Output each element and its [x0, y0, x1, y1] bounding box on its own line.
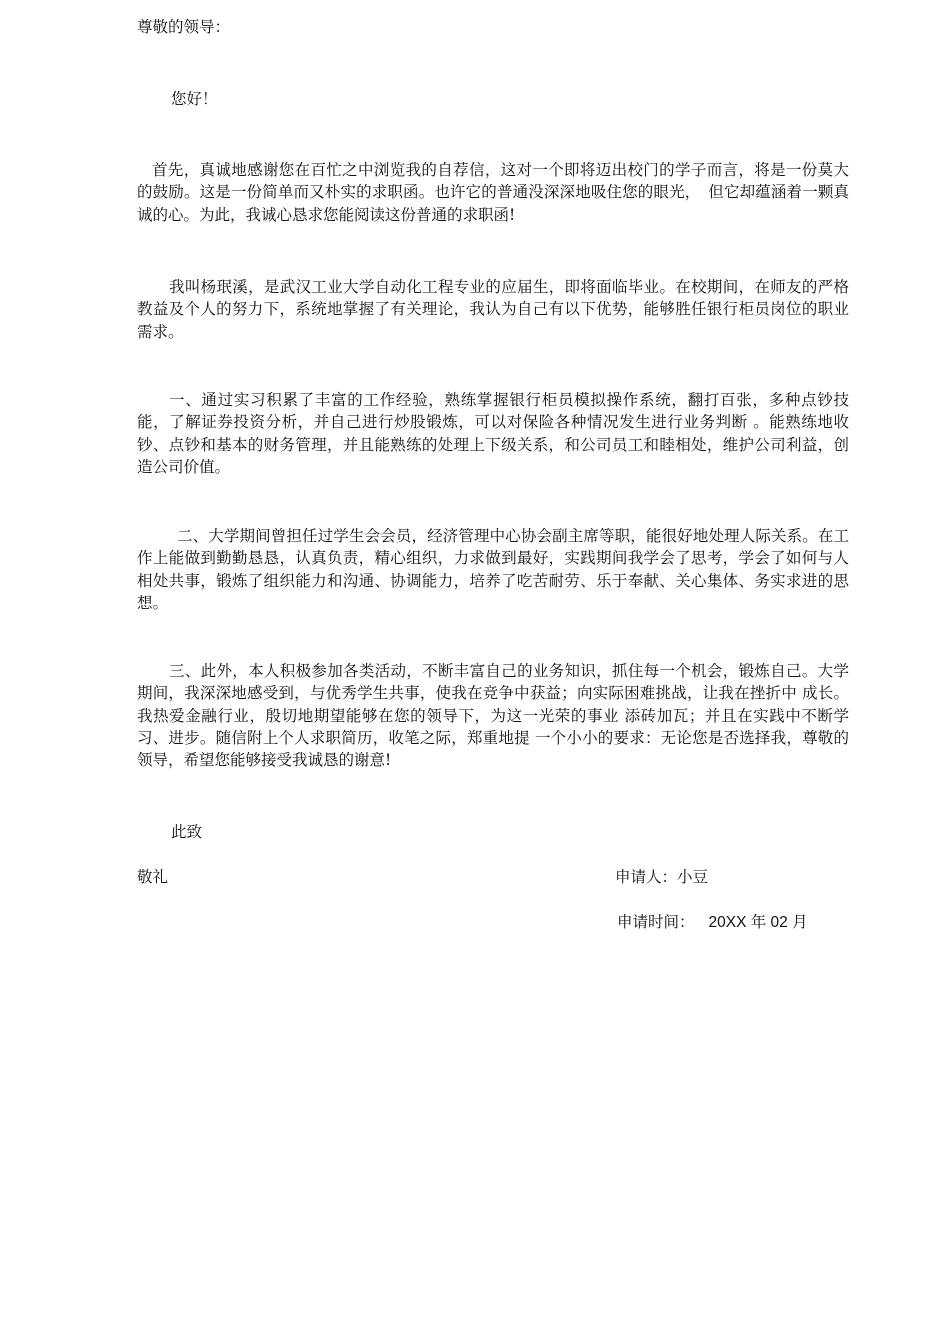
- date-value: 20XX 年 02 月: [708, 914, 808, 931]
- greeting: 您好！: [171, 90, 218, 108]
- paragraph-self-introduction: 我叫杨珉溪，是武汉工业大学自动化工程专业的应届生，即将面临毕业。在校期间，在师友的严格 教益及个人的努力下，系统地掌握了有关理论，我认为自己有以下优势，能够胜任银行柜员岗位的职业需求。: [137, 278, 849, 341]
- application-date: [617, 911, 808, 934]
- date-label: 申请时间：: [617, 913, 695, 931]
- paragraph-strength-2: 二、大学期间曾担任过学生会会员，经济管理中心协会副主席等职，能很好地处理人际关系。在工作上能做到勤勤恳恳，认真负责，精心组织，力求做到最好，实践期间我学会了思考，学会了如何与人相处共事，锻炼了组织能力和沟通、协调能力，培养了吃苦耐劳、乐于奉献、关心集体、务实求进的思想。: [137, 527, 849, 612]
- closing-salute: 敬礼: [137, 868, 169, 886]
- paragraph-strength-1: 一、通过实习积累了丰富的工作经验，熟练掌握银行柜员模拟操作系统，翻打百张，多种点钞技能，了解证券投资分析，并自己进行炒股锻炼，可以对保险各种情况发生进行业务判断 。能熟练地收钞、点钞和基本的财务管理，并且能熟练的处理上下级关系，和公司员工和睦相处，维护公司利益，创造公司价值。: [137, 391, 849, 476]
- salutation: 尊敬的领导：: [137, 18, 231, 36]
- paragraph-intro: 首先，真诚地感谢您在百忙之中浏览我的自荐信，这对一个即将迈出校门的学子而言，将是一份莫大的鼓励。这是一份简单而又朴实的求职函。也许它的普通没深深地吸住您的眼光， 但它却蕴涵着一颗真诚的心。为此，我诚心恳求您能阅读这份普通的求职函!: [137, 161, 849, 224]
- applicant-name: 申请人：小豆: [615, 868, 709, 886]
- closing-respectfully: 此致: [171, 823, 203, 841]
- paragraph-strength-3: 三、此外，本人积极参加各类活动，不断丰富自己的业务知识，抓住每一个机会，锻炼自己。大学期间，我深深地感受到，与优秀学生共事，使我在竞争中获益；向实际困难挑战，让我在挫折中 成长。我热爱金融行业，殷切地期望能够在您的领导下，为这一光荣的事业 添砖加瓦；并且在实践中不断学习、进步。随信附上个人求职简历，收笔之际，郑重地提 一个小小的要求：无论您是否选择我，尊敬的领导，希望您能够接受我诚恳的谢意!: [137, 662, 849, 770]
